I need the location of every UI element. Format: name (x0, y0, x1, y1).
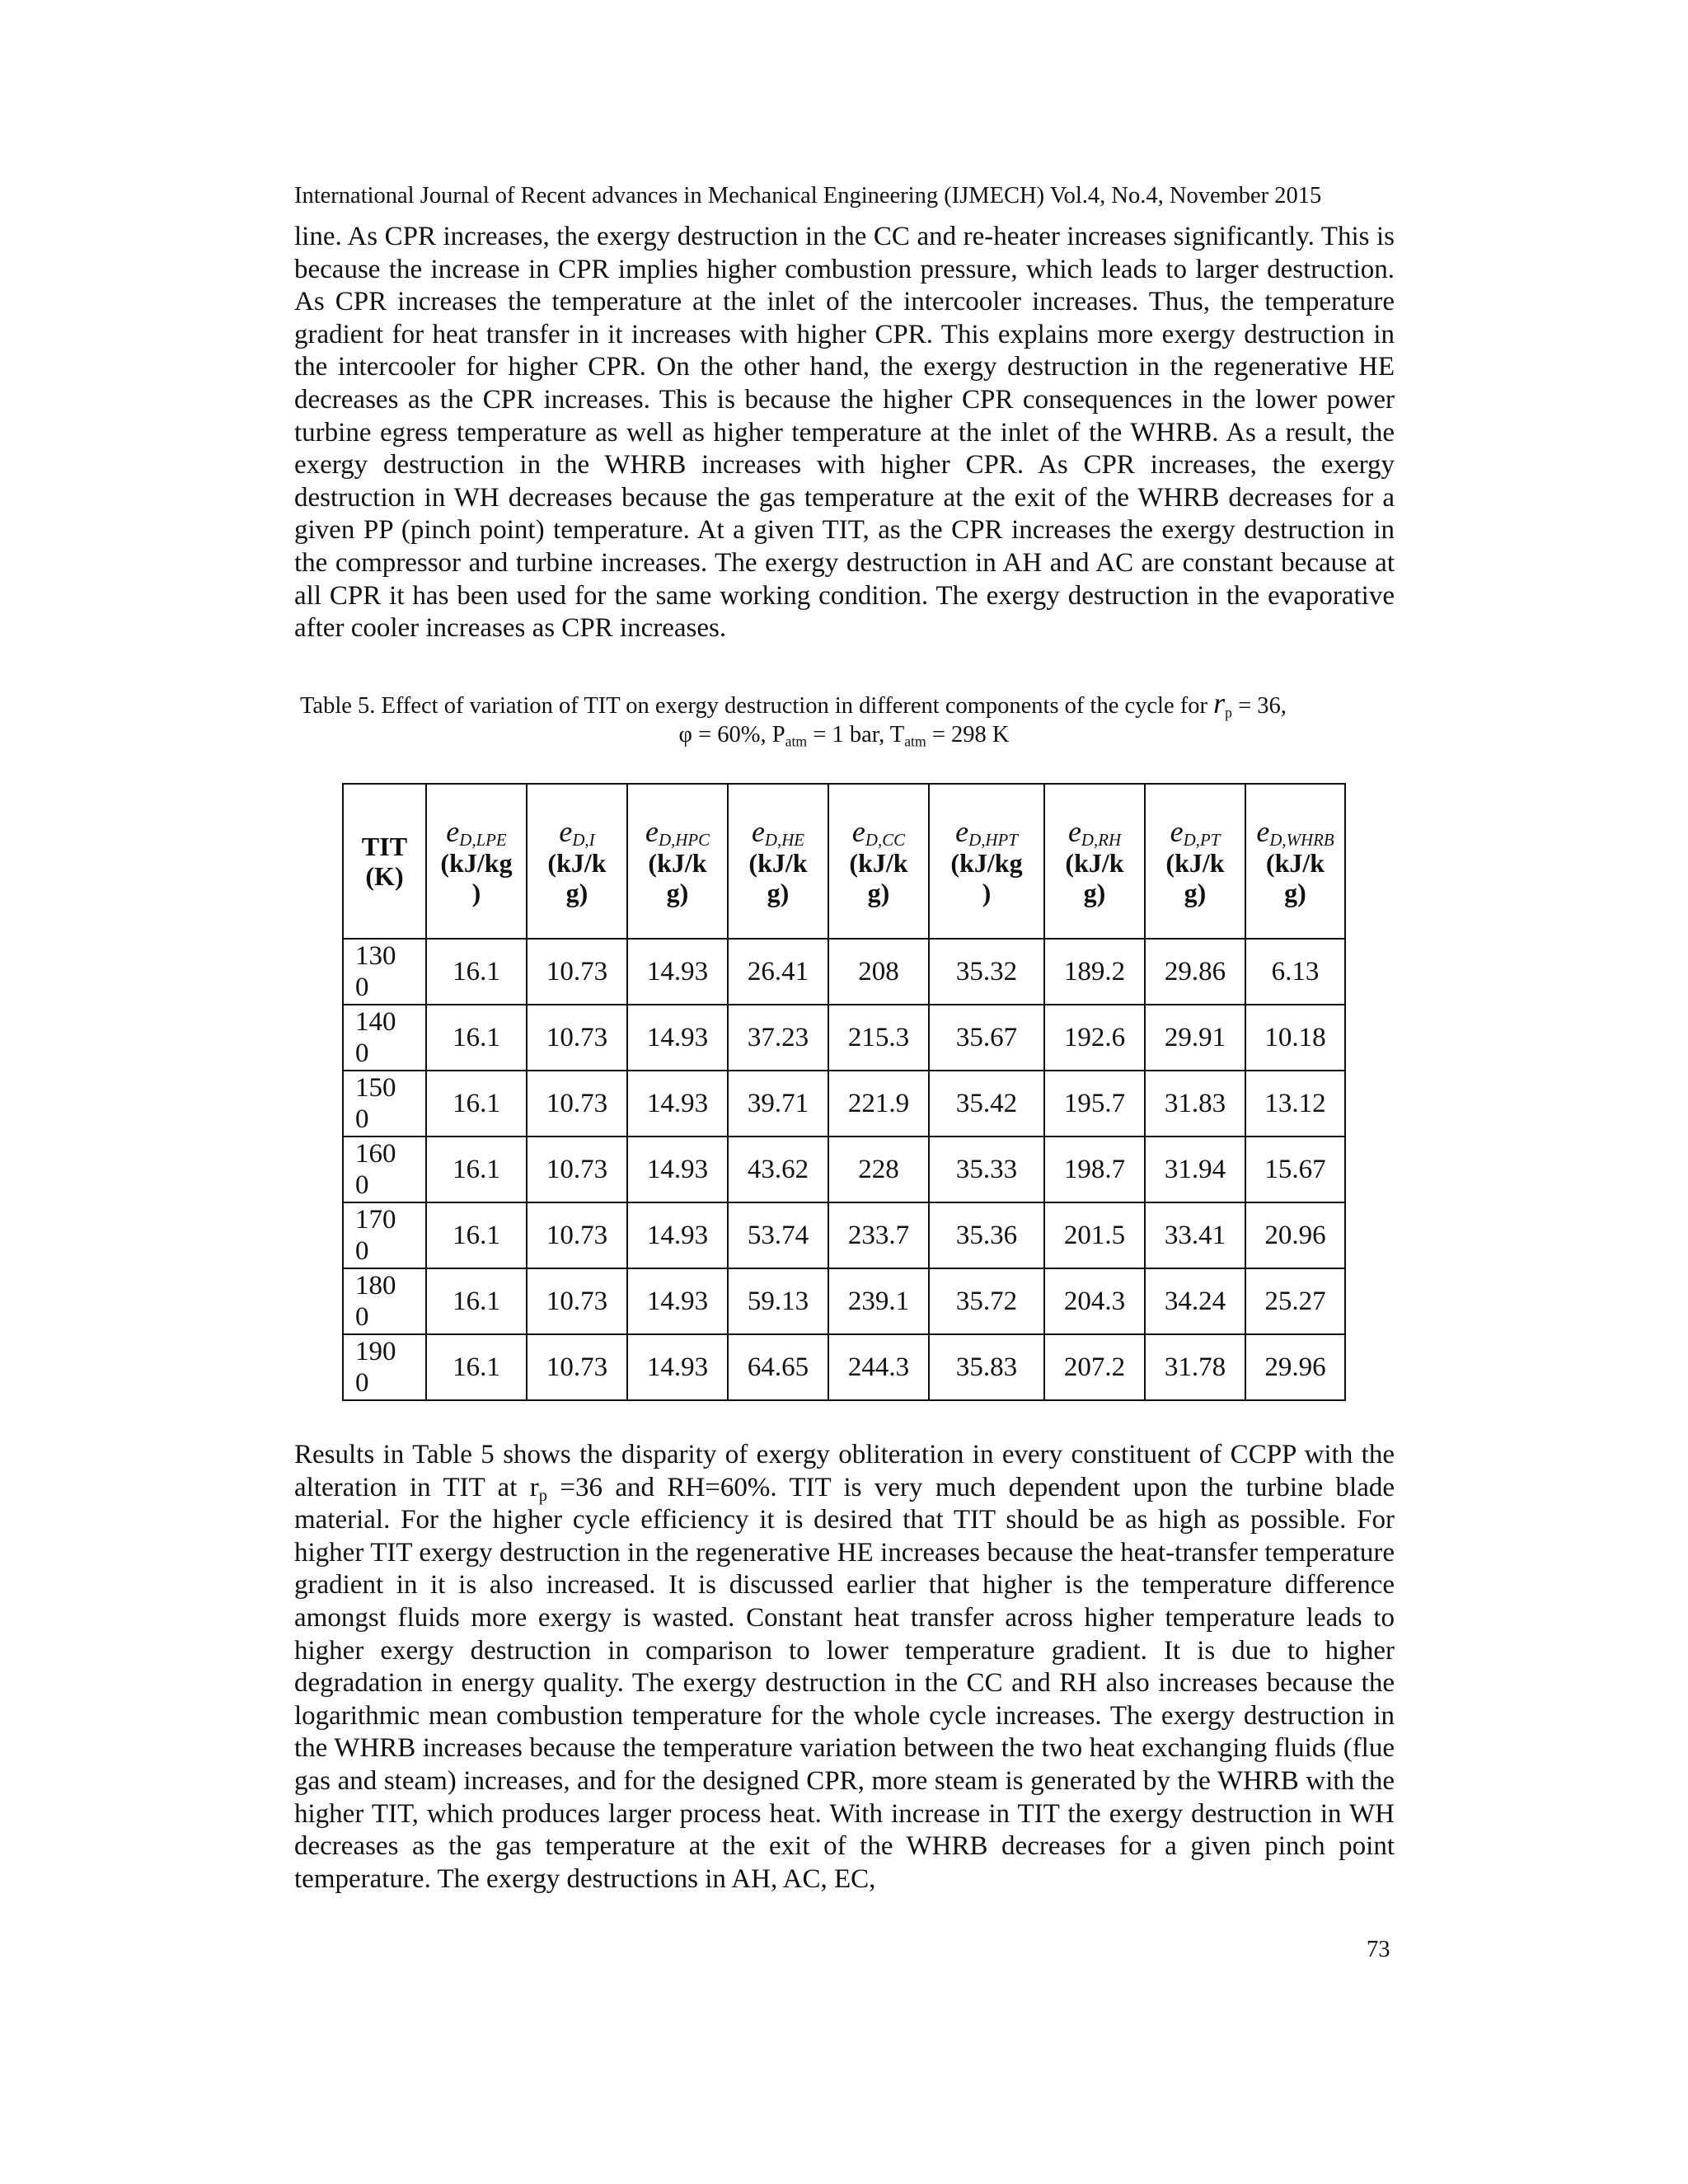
header-col-2: $e_{D,I}$ (kJ/k g) (527, 784, 627, 939)
header-col-4: $e_{D,HE}$ (kJ/k g) (728, 784, 828, 939)
cell-value: 29.86 (1145, 939, 1245, 1005)
cell-value: 35.33 (929, 1137, 1044, 1202)
cell-value: 10.73 (527, 1202, 627, 1268)
cell-value: 20.96 (1245, 1202, 1345, 1268)
cell-value: 195.7 (1044, 1071, 1145, 1137)
header-col-5: $e_{D,CC}$ (kJ/k g) (828, 784, 929, 939)
rp-subscript: p (1225, 704, 1232, 721)
cell-tit: 130 0 (343, 939, 426, 1005)
cell-value: 6.13 (1245, 939, 1345, 1005)
cell-value: 31.94 (1145, 1137, 1245, 1202)
cell-value: 35.83 (929, 1334, 1044, 1400)
cell-value: 14.93 (627, 1137, 728, 1202)
header-col-1: $e_{D,LPE}$ (kJ/kg ) (426, 784, 527, 939)
cell-value: 10.73 (527, 1005, 627, 1071)
table-row (343, 939, 1345, 1005)
cell-value: 14.93 (627, 1334, 728, 1400)
table-row (343, 1334, 1345, 1400)
running-header: International Journal of Recent advances in Mechanical Engineering (IJMECH) Vol.4, No.4, November 2015 (294, 183, 1322, 209)
cell-value: 228 (828, 1137, 929, 1202)
cell-value: 16.1 (426, 1202, 527, 1268)
table-body (343, 939, 1345, 1400)
caption-t-sub: atm (904, 733, 926, 750)
header-tit: TIT (K) (343, 784, 426, 939)
cell-value: 10.18 (1245, 1005, 1345, 1071)
cell-value: 26.41 (728, 939, 828, 1005)
table-row (343, 1137, 1345, 1202)
cell-value: 10.73 (527, 1334, 627, 1400)
cell-value: 13.12 (1245, 1071, 1345, 1137)
caption-p-val: = 1 bar, T (813, 722, 905, 748)
cell-tit: 140 0 (343, 1005, 426, 1071)
cell-value: 37.23 (728, 1005, 828, 1071)
table-row (343, 1071, 1345, 1137)
table-row (343, 1202, 1345, 1268)
cell-tit: 180 0 (343, 1268, 426, 1334)
cell-value: 35.42 (929, 1071, 1044, 1137)
table-caption-line-2 (0, 722, 1688, 748)
cell-value: 215.3 (828, 1005, 929, 1071)
cell-value: 198.7 (1044, 1137, 1145, 1202)
caption-t-val: = 298 K (931, 722, 1010, 748)
cell-value: 239.1 (828, 1268, 929, 1334)
cell-value: 233.7 (828, 1202, 929, 1268)
cell-value: 29.96 (1245, 1334, 1345, 1400)
caption-text: Table 5. Effect of variation of TIT on exergy destruction in different components of the cycle for (300, 693, 1207, 719)
cell-tit: 170 0 (343, 1202, 426, 1268)
cell-value: 35.32 (929, 939, 1044, 1005)
table-caption-line-1 (300, 686, 1287, 720)
body-paragraph-1: line. As CPR increases, the exergy destruction in the CC and re-heater increases significantly. This is because the increase in CPR implies higher combustion pressure, which leads to larger destruction. As CPR increases the temperature at the inlet of the intercooler increases. Thus, the temperature gradient for heat transfer in it increases with higher CPR. This explains more exergy destruction in the intercooler for higher CPR. On the other hand, the exergy destruction in the regenerative HE decreases as the CPR increases. This is because the higher CPR consequences in the lower power turbine egress temperature as well as higher temperature at the inlet of the WHRB. As a result, the exergy destruction in the WHRB increases with higher CPR. As CPR increases, the exergy destruction in WH decreases because the gas temperature at the exit of the WHRB decreases for a given PP (pinch point) temperature. At a given TIT, as the CPR increases the exergy destruction in the compressor and turbine increases. The exergy destruction in AH and AC are constant because at all CPR it has been used for the same working condition. The exergy destruction in the evaporative after cooler increases as CPR increases. (294, 222, 1395, 644)
cell-value: 64.65 (728, 1334, 828, 1400)
cell-value: 15.67 (1245, 1137, 1345, 1202)
cell-value: 207.2 (1044, 1334, 1145, 1400)
page-number: 73 (1367, 1937, 1390, 1962)
cell-value: 14.93 (627, 1005, 728, 1071)
cell-value: 14.93 (627, 1268, 728, 1334)
cell-value: 25.27 (1245, 1268, 1345, 1334)
cell-value: 14.93 (627, 1202, 728, 1268)
cell-value: 33.41 (1145, 1202, 1245, 1268)
cell-tit: 150 0 (343, 1071, 426, 1137)
cell-value: 39.71 (728, 1071, 828, 1137)
cell-value: 16.1 (426, 1005, 527, 1071)
cell-value: 244.3 (828, 1334, 929, 1400)
header-col-3: $e_{D,HPC}$ (kJ/k g) (627, 784, 728, 939)
cell-value: 16.1 (426, 1268, 527, 1334)
cell-value: 192.6 (1044, 1005, 1145, 1071)
cell-value: 201.5 (1044, 1202, 1145, 1268)
cell-value: 208 (828, 939, 929, 1005)
cell-value: 204.3 (1044, 1268, 1145, 1334)
cell-value: 14.93 (627, 1071, 728, 1137)
body-paragraph-2: Results in Table 5 shows the disparity of exergy obliteration in every constituent of CCPP with the alteration in TIT at $r_p =36$ and RH=60%. TIT is very much dependent upon the turbine blade material. For the higher cycle efficiency it is desired that TIT should be as high as possible. For higher TIT exergy destruction in the regenerative HE increases because the heat-transfer temperature gradient in it is also increased. It is discussed earlier that higher is the temperature difference amongst fluids more exergy is wasted. Constant heat transfer across higher temperature leads to higher exergy destruction in comparison to lower temperature gradient. It is due to higher degradation in energy quality. The exergy destruction in the CC and RH also increases because the logarithmic mean combustion temperature for the whole cycle increases. The exergy destruction in the WHRB increases because the temperature variation between the two heat exchanging fluids (flue gas and steam) increases, and for the designed CPR, more steam is generated by the WHRB with the higher TIT, which produces larger process heat. With increase in TIT the exergy destruction in WH decreases as the gas temperature at the exit of the WHRB decreases for a given pinch point temperature. The exergy destructions in AH, AC, EC, (294, 1440, 1395, 1894)
caption-p-sub: atm (785, 733, 808, 750)
cell-value: 189.2 (1044, 939, 1145, 1005)
header-col-8: $e_{D,PT}$ (kJ/k g) (1145, 784, 1245, 939)
header-col-7: $e_{D,RH}$ (kJ/k g) (1044, 784, 1145, 939)
cell-value: 14.93 (627, 939, 728, 1005)
cell-value: 10.73 (527, 939, 627, 1005)
cell-value: 35.72 (929, 1268, 1044, 1334)
caption-rp-value: = 36, (1238, 693, 1287, 719)
header-col-6: $e_{D,HPT}$ (kJ/kg ) (929, 784, 1044, 939)
cell-tit: 160 0 (343, 1137, 426, 1202)
cell-value: 35.67 (929, 1005, 1044, 1071)
cell-value: 10.73 (527, 1268, 627, 1334)
caption-phi: φ = 60%, P (678, 722, 785, 748)
cell-value: 16.1 (426, 939, 527, 1005)
rp-symbol: r (1213, 687, 1226, 719)
header-col-9: $e_{D,WHRB}$ (kJ/k g) (1245, 784, 1345, 939)
cell-value: 59.13 (728, 1268, 828, 1334)
cell-value: 34.24 (1145, 1268, 1245, 1334)
table-row (343, 1005, 1345, 1071)
cell-value: 10.73 (527, 1071, 627, 1137)
cell-value: 31.83 (1145, 1071, 1245, 1137)
cell-value: 31.78 (1145, 1334, 1245, 1400)
table-row (343, 1268, 1345, 1334)
exergy-destruction-table (342, 783, 1346, 1401)
cell-value: 35.36 (929, 1202, 1044, 1268)
cell-value: 16.1 (426, 1071, 527, 1137)
cell-value: 43.62 (728, 1137, 828, 1202)
cell-tit: 190 0 (343, 1334, 426, 1400)
cell-value: 29.91 (1145, 1005, 1245, 1071)
cell-value: 16.1 (426, 1334, 527, 1400)
cell-value: 221.9 (828, 1071, 929, 1137)
cell-value: 16.1 (426, 1137, 527, 1202)
cell-value: 53.74 (728, 1202, 828, 1268)
cell-value: 10.73 (527, 1137, 627, 1202)
table-header-row (343, 784, 1345, 939)
